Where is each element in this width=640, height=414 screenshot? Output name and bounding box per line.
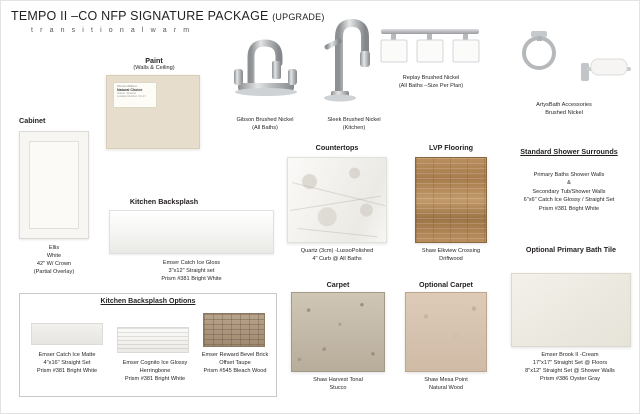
- opt-carpet-caption: [397, 376, 495, 392]
- cabinet-line-3: 42" W/ Crown: [36, 261, 72, 268]
- paint-interior: Interior / Exterior: [117, 92, 137, 95]
- option-2-line-2: Herringbone: [139, 368, 171, 375]
- backsplash-line-3: Prism #381 Bright White: [161, 276, 222, 283]
- accessories-caption: [499, 101, 629, 117]
- option-caption-3: [197, 351, 273, 375]
- option-caption-1: [23, 351, 111, 375]
- option-3-line-3: Prism #545 Bleach Wood: [203, 368, 267, 375]
- paint-brand: Sherwin-Williams: [117, 85, 137, 88]
- shower-line-2: &: [567, 180, 571, 187]
- carpet-swatch: [291, 292, 385, 372]
- cabinet-heading-text: Cabinet: [19, 116, 46, 125]
- lvp-caption: [401, 247, 501, 263]
- section-heading-paint: [119, 56, 189, 71]
- options-heading: Kitchen Backsplash Options: [100, 298, 196, 305]
- replay-line-1: Replay Brushed Nickel: [402, 75, 460, 81]
- paint-heading-sub: (Walls & Ceiling): [133, 65, 175, 71]
- faucet-icon: [319, 11, 381, 111]
- page-title: [11, 9, 325, 23]
- option-1-line-2: 4"x16" Straight Set: [43, 360, 91, 367]
- carpet-caption: [285, 376, 391, 392]
- sleek-line-1: Sleek Brushed Nickel: [327, 117, 381, 123]
- section-heading-carpet: [291, 280, 385, 289]
- light-fixture-icon: [375, 17, 485, 69]
- shower-line-3: Secondary Tub/Shower Walls: [532, 188, 606, 195]
- opt-carpet-line-2: Natural Wood: [428, 385, 464, 392]
- gibson-faucet-image: [226, 23, 304, 113]
- section-heading-shower: [507, 147, 631, 156]
- paint-heading-text: Paint: [145, 56, 163, 65]
- faucet-icon: [226, 23, 304, 113]
- shower-line-4: 6"x6" Catch Ice Glossy / Straight Set: [523, 197, 615, 204]
- backsplash-caption: [109, 259, 274, 283]
- gibson-line-2: (All Baths): [252, 125, 278, 132]
- sleek-line-2: (Kitchen): [342, 125, 366, 132]
- section-heading-optional-carpet: [399, 280, 493, 289]
- quartz-swatch: [287, 157, 387, 243]
- paint-name: Natural Choice: [117, 88, 143, 92]
- quartz-caption: [279, 247, 395, 263]
- carpet-heading-text: Carpet: [326, 280, 350, 289]
- option-swatch-herringbone: [117, 327, 189, 353]
- backsplash-swatch: [109, 210, 274, 254]
- replay-line-2: (All Baths –Size Per Plan): [398, 83, 464, 90]
- option-swatch-bevel-brick: [203, 313, 265, 347]
- section-heading-optional-tile: [509, 245, 633, 254]
- section-heading-countertops: [287, 143, 387, 152]
- option-1-line-1: Emser Catch Ice Matte: [38, 352, 96, 358]
- paper-holder-icon: [581, 59, 631, 81]
- option-swatch-matte: [31, 323, 103, 345]
- shower-heading-text: Standard Shower Surrounds: [520, 147, 618, 156]
- cabinet-line-4: (Partial Overlay): [33, 269, 75, 276]
- lvp-swatch: [415, 157, 487, 243]
- lvp-line-2: Driftwood: [439, 256, 463, 263]
- opt-tile-line-2: 17"x17" Straight Set @ Floors: [532, 360, 608, 367]
- option-3-line-1: Emser Reward Bevel Brick: [201, 352, 269, 358]
- opt-tile-line-3: 8"x12" Straight Set @ Shower Walls: [525, 368, 615, 375]
- opt-tile-line-1: Emser Brook II -Cream: [541, 352, 599, 358]
- option-2-line-1: Emser Cognito Ice Glossy: [122, 360, 188, 366]
- accessories-line-2: Brushed Nickel: [545, 110, 583, 117]
- replay-caption: [375, 74, 487, 90]
- backsplash-line-2: 3"x12" Straight set: [168, 268, 215, 275]
- cabinet-door-swatch: [19, 131, 89, 239]
- opt-tile-line-4: Prism #386 Oyster Gray: [540, 376, 600, 383]
- bath-accessories-image: [505, 23, 635, 97]
- paint-code: Location Number: OC-17: [117, 95, 146, 98]
- lvp-heading-text: LVP Flooring: [428, 143, 474, 152]
- optional-carpet-swatch: [405, 292, 487, 372]
- quartz-vein: [290, 196, 381, 211]
- shower-line-1: Primary Baths Shower Walls: [533, 172, 605, 178]
- towel-ring-icon: [505, 23, 635, 97]
- cabinet-line-1: Ellis: [48, 245, 60, 251]
- opt-tile-caption: [499, 351, 640, 383]
- quartz-line-1: Quartz (3cm) -LussoPolished: [300, 248, 374, 254]
- countertops-heading-text: Countertops: [315, 143, 359, 152]
- page-title-text: TEMPO II –CO NFP SIGNATURE PACKAGE: [11, 9, 269, 23]
- section-heading-backsplash: [109, 197, 219, 206]
- lvp-line-1: Shaw Elkview Crossing: [421, 248, 481, 254]
- option-1-line-3: Prism #381 Bright White: [36, 368, 98, 375]
- page-title-suffix: (UPGRADE): [272, 12, 325, 22]
- opt-carpet-heading-text: Optional Carpet: [419, 280, 473, 289]
- page-subtitle: t r a n s i t i o n a l w a r m: [31, 27, 192, 34]
- opt-carpet-line-1: Shaw Mesa Point: [424, 377, 468, 383]
- backsplash-line-1: Emser Catch Ice Gloss: [162, 260, 221, 266]
- gibson-caption: [216, 116, 314, 132]
- carpet-line-1: Shaw Harvest Tonal: [313, 377, 363, 383]
- paint-swatch: [106, 75, 200, 149]
- section-heading-cabinet: [19, 116, 89, 125]
- shower-line-5: Prism #381 Bright White: [538, 205, 600, 212]
- shower-caption: [501, 171, 637, 213]
- cabinet-caption: [11, 244, 97, 276]
- cabinet-door-panel: [29, 141, 79, 229]
- backsplash-heading-text: Kitchen Backsplash: [129, 197, 199, 206]
- accessories-line-1: ArtysBath Accessories: [536, 102, 592, 108]
- paint-chip-card: [113, 82, 157, 108]
- option-caption-2: [109, 359, 201, 383]
- quartz-line-2: 4" Curb @ All Baths: [312, 256, 362, 263]
- vanity-light-image: [375, 17, 485, 69]
- gibson-line-1: Gibson Brushed Nickel: [236, 117, 294, 123]
- option-3-line-2: Offset Taupe: [219, 360, 251, 367]
- carpet-line-2: Stucco: [329, 385, 347, 392]
- cabinet-line-2: White: [46, 253, 62, 260]
- section-heading-lvp: [401, 143, 501, 152]
- option-2-line-3: Prism #381 Bright White: [124, 376, 186, 383]
- optional-bath-tile-swatch: [511, 273, 631, 347]
- sleek-faucet-image: [319, 11, 381, 111]
- quartz-vein: [298, 228, 378, 237]
- sleek-caption: [311, 116, 397, 132]
- opt-tile-heading-text: Optional Primary Bath Tile: [525, 245, 617, 254]
